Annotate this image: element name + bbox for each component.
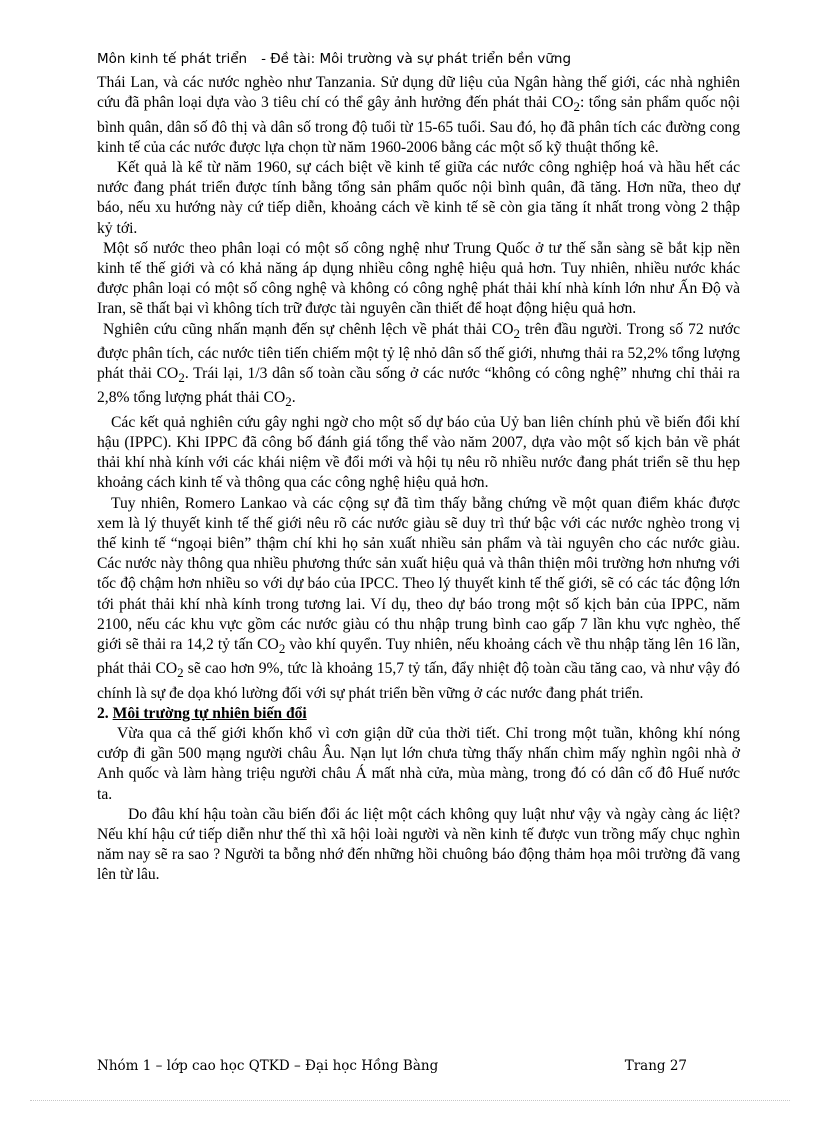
paragraph-4 <box>97 320 740 413</box>
paragraph-2: Kết quả là kể từ năm 1960, sự cách biệt về kinh tế giữa các nước công nghiệp hoá và hầu hết các nước đang phát triển được tính bằng tổng sản phẩm quốc nội bình quân, đã tăng. Hơn nữa, theo dự báo, nếu xu hướng này cứ tiếp diễn, khoảng cách về kinh tế sẽ còn gia tăng ít nhất trong vòng 2 thập kỷ tới. <box>97 158 740 237</box>
paragraph-6-text-a: Tuy nhiên, Romero Lankao và các cộng sự đã tìm thấy bằng chứng về một quan điểm khác được xem là lý thuyết kinh tế thế giới nêu rõ các nước giàu sẽ duy trì thứ bậc với các nước nghèo trong vị thế kinh tế “ngoại biên” thậm chí khi họ sản xuất nhiều sản phẩm và tài nguyên cho các nước giàu. Các nước này thông qua nhiều phương thức sản xuất hiệu quả và thân thiện môi trường hơn nhưng với tốc độ chậm hơn nhiều so với dự báo của IPCC. Theo lý thuyết kinh tế thế giới, sẽ có các tác động lớn tới phát thải khí nhà kính trong tương lai. Ví dụ, theo dự báo trong một số kịch bản của IPPC, năm 2100, nếu các khu vực gồm các nước giàu có thu nhập trung bình cao gấp 7 lần khu vực nghèo, thế giới sẽ thải ra 14,2 tỷ tấn CO <box>97 494 740 653</box>
paragraph-1-text-a: Thái Lan, và các nước nghèo như Tanzania. Sử dụng dữ liệu của Ngân hàng thế giới, các nhà nghiên cứu đã phân loại dựa vào 3 tiêu chí có thể gây ảnh hưởng đến phát thải CO <box>97 74 740 112</box>
co2-subscript: 2 <box>177 665 184 681</box>
paragraph-4-text-a: Nghiên cứu cũng nhấn mạnh đến sự chênh lệch về phát thải CO <box>103 320 514 338</box>
co2-subscript: 2 <box>513 325 520 341</box>
paragraph-4-text-d: . <box>291 389 296 407</box>
co2-subscript: 2 <box>285 394 292 410</box>
page-bottom-divider <box>30 1100 790 1101</box>
page-footer <box>97 1057 687 1075</box>
paragraph-6-text-c: sẽ cao hơn 9%, tức là khoảng 15,7 tỷ tấn, đẩy nhiệt độ toàn cầu tăng cao, và như vậy đó chính là sự đe dọa khó lường đối với sự phát triển bền vững ở các nước đang phát triển. <box>97 660 740 702</box>
paragraph-7: Vừa qua cả thế giới khốn khổ vì cơn giận dữ của thời tiết. Chỉ trong một tuần, không khí nóng cướp đi gần 500 mạng người châu Âu. Nạn lụt lớn chưa từng thấy nhấn chìm mấy nghìn ngôi nhà ở Anh quốc và làm hàng triệu người châu Á mất nhà cửa, mùa màng, trong đó có dân cố đô Huế nước ta. <box>97 724 740 803</box>
paragraph-5: Các kết quả nghiên cứu gây nghi ngờ cho một số dự báo của Uỷ ban liên chính phủ về biến đổi khí hậu (IPPC). Khi IPPC đã công bố đánh giá tổng thể vào năm 2007, dựa vào một số kịch bản về phát thải khí nhà kính với các khái niệm về đổi mới và hội tụ nêu rõ nhiều nước đang phát triển sẽ thu hẹp khoảng cách kinh tế và thông qua các công nghệ hiệu quả hơn. <box>97 413 740 492</box>
co2-subscript: 2 <box>278 641 286 657</box>
footer-group: Nhóm 1 – lớp cao học QTKD – Đại học Hồng Bàng <box>97 1058 439 1074</box>
section-heading <box>97 704 740 724</box>
co2-subscript: 2 <box>573 99 580 115</box>
paragraph-1-text-b: : tổng sản phẩm quốc nội bình quân, dân số đô thị và dân số trong độ tuổi từ 15-65 tuổi. Sau đó, họ đã phân tích các đường cong kinh tế của các nước được lựa chọn từ năm 1960-2006 bằng các một số kỹ thuật thống kê. <box>97 94 740 156</box>
paragraph-6 <box>97 494 740 704</box>
co2-subscript: 2 <box>178 370 185 386</box>
paragraph-3: Một số nước theo phân loại có một số công nghệ như Trung Quốc ở tư thế sẵn sàng sẽ bắt kịp nền kinh tế thế giới và có khả năng áp dụng nhiều công nghệ hiệu quả hơn. Tuy nhiên, nhiều nước khác được phân loại có một số công nghệ và không có công nghệ phát thải khí nhà kính lớn như Ấn Độ và Iran, sẽ thất bại vì không tích trữ được tài nguyên cần thiết để hoạt động hiệu quả hơn. <box>97 239 740 318</box>
header-topic: - Đề tài: Môi trường và sự phát triển bền vững <box>261 51 572 67</box>
page-number: Trang 27 <box>624 1058 687 1074</box>
paragraph-8: Do đâu khí hậu toàn cầu biến đổi ác liệt một cách không quy luật như vậy và ngày càng ác liệt? Nếu khí hậu cứ tiếp diễn như thế thì xã hội loài người và nền kinh tế được vun trồng mấy chục nghìn năm nay sẽ ra sao ? Người ta bỗng nhớ đến những hồi chuông báo động thảm họa môi trường đã vang lên từ lâu. <box>97 805 740 884</box>
section-number: 2. <box>97 704 109 722</box>
paragraph-6-text-b: vào khí quyển. Tuy nhiên, nếu khoảng cách về thu nhập tăng lên 16 lần, phát thải CO <box>97 635 740 678</box>
paragraph-1 <box>97 73 740 158</box>
paragraph-4-text-c: . Trái lại, 1/3 dân số toàn cầu sống ở các nước “không có công nghệ” nhưng chỉ thải ra 2,8% tổng lượng phát thải CO <box>97 365 740 407</box>
page-header <box>97 50 737 68</box>
paragraph-4-text-b: trên đầu người. Trong số 72 nước được phân tích, các nước tiên tiến chiếm một tỷ lệ nhỏ dân số thế giới, nhưng thải ra 52,2% tổng lượng phát thải CO <box>97 320 740 383</box>
header-course: Môn kinh tế phát triển <box>97 51 248 67</box>
document-body <box>97 73 740 886</box>
section-title: Môi trường tự nhiên biến đổi <box>112 704 307 722</box>
